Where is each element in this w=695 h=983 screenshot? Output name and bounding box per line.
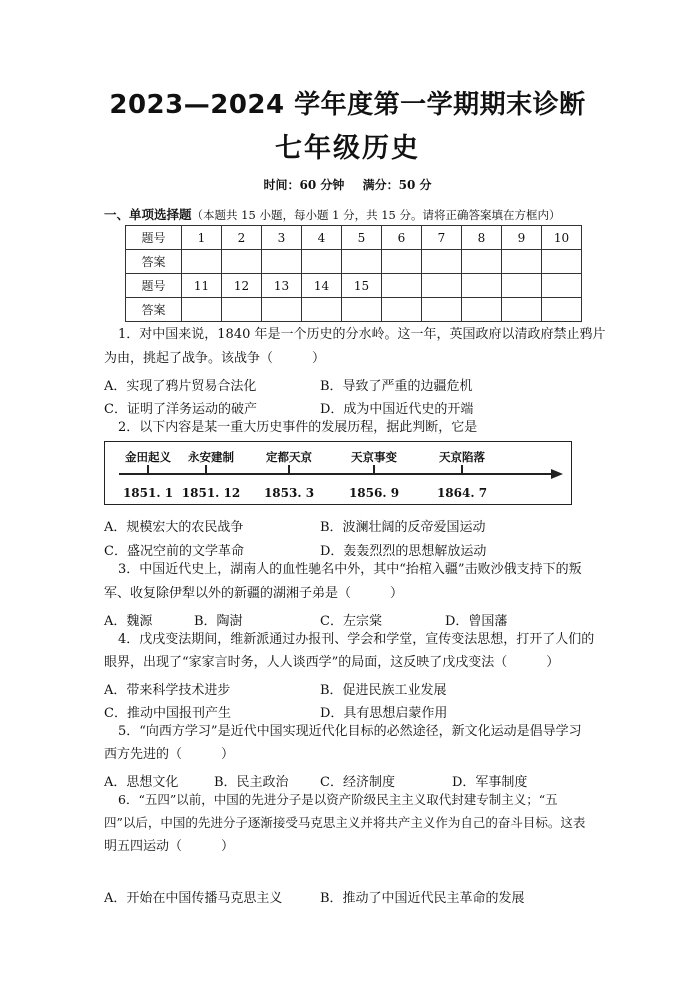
q3-option-a[interactable]: A．魏源 [104, 614, 153, 629]
answer-cell[interactable] [262, 250, 302, 274]
q6-option-b[interactable]: B．推动了中国近代民主革命的发展 [320, 891, 525, 906]
q2-option-b[interactable]: B．波澜壮阔的反帝爱国运动 [320, 520, 486, 535]
q4-option-c[interactable]: C．推动中国报刊产生 [104, 706, 231, 721]
answer-table [125, 225, 582, 322]
q1-option-b[interactable]: B．导致了严重的边疆危机 [320, 379, 473, 394]
question-5-line-1: 5．“向西方学习”是近代中国实现近代化目标的必然途径，新文化运动是倡导学习 [118, 724, 582, 739]
timeline-event: 金田起义 [125, 450, 171, 464]
table-cell: 6 [382, 226, 422, 250]
q3-option-b[interactable]: B．陶澍 [194, 614, 243, 629]
question-1-line-2: 为由，挑起了战争。该战争（ ） [104, 351, 326, 366]
question-3-line-2: 军、收复除伊犁以外的新疆的湖湘子弟是（ ） [104, 586, 404, 601]
table-row [126, 298, 582, 322]
table-cell [462, 274, 502, 298]
table-cell: 13 [262, 274, 302, 298]
table-cell: 5 [342, 226, 382, 250]
table-cell: 15 [342, 274, 382, 298]
exam-title: 2023—2024 学年度第一学期期末诊断 [109, 90, 586, 120]
exam-subtitle: 七年级历史 [275, 133, 420, 164]
timeline-tick [288, 465, 290, 474]
q5-option-a[interactable]: A．思想文化 [104, 775, 179, 790]
q5-option-d[interactable]: D．军事制度 [452, 775, 528, 790]
question-4-line-2: 眼界，出现了“家家言时务，人人谈西学”的局面，这反映了戊戌变法（ ） [104, 655, 560, 670]
answer-cell[interactable] [422, 298, 462, 322]
section-heading [104, 205, 561, 223]
exam-time-score [0, 176, 695, 193]
answer-cell[interactable] [222, 250, 262, 274]
q5-option-c[interactable]: C．经济制度 [320, 775, 395, 790]
table-cell: 8 [462, 226, 502, 250]
timeline-tick [205, 465, 207, 474]
question-1-line-1: 1．对中国来说，1840 年是一个历史的分水岭。这一年，英国政府以清政府禁止鸦片 [118, 327, 606, 342]
question-5-line-2: 西方先进的（ ） [104, 747, 235, 762]
timeline-date: 1856. 9 [348, 486, 400, 500]
q3-option-c[interactable]: C．左宗棠 [320, 614, 382, 629]
timeline-arrow-icon [551, 469, 563, 479]
table-header-cell: 题号 [126, 226, 182, 250]
answer-cell[interactable] [422, 250, 462, 274]
question-4-line-1: 4．戊戌变法期间，维新派通过办报刊、学会和学堂，宣传变法思想，打开了人们的 [118, 632, 595, 647]
table-cell [422, 274, 462, 298]
table-cell [502, 274, 542, 298]
timeline-axis [119, 473, 559, 475]
answer-cell[interactable] [302, 298, 342, 322]
section-note: （本题共 15 小题，每小题 1 分，共 15 分。请将正确答案填在方框内） [191, 208, 561, 222]
timeline-event: 定都天京 [266, 450, 312, 464]
timeline-date: 1853. 3 [263, 486, 315, 500]
answer-cell[interactable] [342, 250, 382, 274]
answer-cell[interactable] [542, 250, 582, 274]
table-cell: 2 [222, 226, 262, 250]
timeline-date: 1864. 7 [436, 486, 488, 500]
question-3-line-1: 3．中国近代史上，湖南人的血性驰名中外，其中“抬棺入疆”击败沙俄支持下的叛 [118, 562, 582, 577]
answer-cell[interactable] [222, 298, 262, 322]
time-label: 时间：60 分钟 [263, 178, 345, 192]
table-cell: 11 [182, 274, 222, 298]
timeline-figure [104, 441, 572, 505]
question-6-line-3: 明五四运动（ ） [104, 839, 235, 854]
table-cell: 7 [422, 226, 462, 250]
timeline-tick [373, 465, 375, 474]
q4-option-d[interactable]: D．具有思想启蒙作用 [320, 706, 448, 721]
answer-cell[interactable] [462, 298, 502, 322]
question-6-line-1: 6．“五四”以前，中国的先进分子是以资产阶级民主主义取代封建专制主义；“五 [118, 792, 558, 807]
question-2-line-1: 2．以下内容是某一重大历史事件的发展历程，据此判断，它是 [118, 420, 478, 435]
table-row [126, 250, 582, 274]
table-cell: 9 [502, 226, 542, 250]
answer-cell[interactable] [182, 298, 222, 322]
answer-cell[interactable] [382, 298, 422, 322]
answer-cell[interactable] [502, 250, 542, 274]
score-label: 满分：50 分 [362, 178, 432, 192]
q4-option-b[interactable]: B．促进民族工业发展 [320, 683, 447, 698]
table-cell [382, 274, 422, 298]
timeline-event: 永安建制 [188, 450, 234, 464]
table-row [126, 226, 582, 250]
q2-option-c[interactable]: C．盛况空前的文学革命 [104, 544, 244, 559]
timeline-date: 1851. 12 [181, 486, 241, 500]
table-row [126, 274, 582, 298]
answer-cell[interactable] [182, 250, 222, 274]
q1-option-d[interactable]: D．成为中国近代史的开端 [320, 402, 474, 417]
section-title: 一、单项选择题 [104, 207, 192, 222]
answer-cell[interactable] [342, 298, 382, 322]
timeline-tick [147, 465, 149, 474]
q2-option-d[interactable]: D．轰轰烈烈的思想解放运动 [320, 544, 487, 559]
question-6-line-2: 四”以后，中国的先进分子逐渐接受马克思主义并将共产主义作为自己的奋斗目标。这表 [104, 815, 586, 830]
q4-option-a[interactable]: A．带来科学技术进步 [104, 683, 231, 698]
answer-cell[interactable] [462, 250, 502, 274]
timeline-event: 天京事变 [351, 450, 397, 464]
q5-option-b[interactable]: B．民主政治 [214, 775, 289, 790]
table-cell: 3 [262, 226, 302, 250]
answer-cell[interactable] [502, 298, 542, 322]
timeline-tick [461, 465, 463, 474]
answer-cell[interactable] [542, 298, 582, 322]
q3-option-d[interactable]: D．曾国藩 [445, 614, 508, 629]
q2-option-a[interactable]: A．规模宏大的农民战争 [104, 520, 244, 535]
timeline-event: 天京陷落 [439, 450, 485, 464]
table-cell: 4 [302, 226, 342, 250]
table-cell: 1 [182, 226, 222, 250]
q1-option-c[interactable]: C．证明了洋务运动的破产 [104, 402, 257, 417]
answer-cell[interactable] [302, 250, 342, 274]
table-cell: 12 [222, 274, 262, 298]
table-cell: 14 [302, 274, 342, 298]
answer-cell[interactable] [382, 250, 422, 274]
q1-option-a[interactable]: A．实现了鸦片贸易合法化 [104, 379, 257, 394]
table-header-cell: 题号 [126, 274, 182, 298]
table-header-cell: 答案 [126, 250, 182, 274]
table-header-cell: 答案 [126, 298, 182, 322]
timeline-date: 1851. 1 [122, 486, 174, 500]
table-cell [542, 274, 582, 298]
q6-option-a[interactable]: A．开始在中国传播马克思主义 [104, 891, 283, 906]
table-cell: 10 [542, 226, 582, 250]
answer-cell[interactable] [262, 298, 302, 322]
